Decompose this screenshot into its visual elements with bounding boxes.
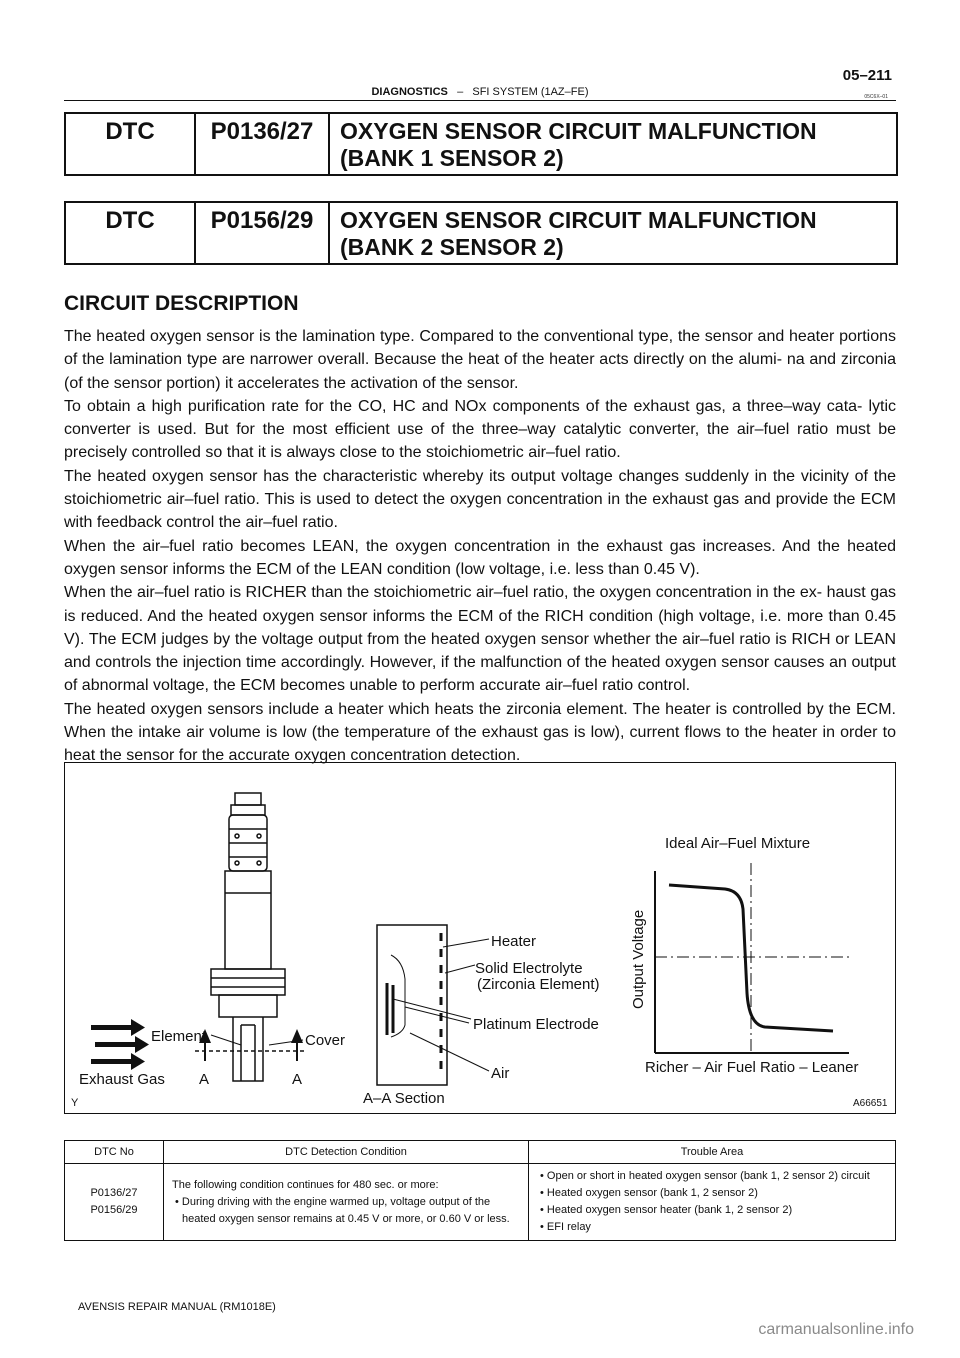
trouble-area-cell	[529, 1164, 896, 1241]
dtc-no: P0136/27	[90, 1187, 138, 1199]
trouble-area-item: • Heated oxygen sensor heater (bank 1, 2 sensor 2)	[540, 1204, 793, 1216]
page-number: 05–211	[842, 67, 892, 84]
dtc-no-cell	[65, 1164, 164, 1241]
a-right-label: A	[292, 1071, 303, 1088]
condition-item: • During driving with the engine warmed up, voltage output of the heated oxygen sensor remains at 0.45 V or more, or 0.60 V or less.	[175, 1195, 510, 1225]
dtc-code: P0136/27	[196, 114, 330, 174]
dtc-label: DTC	[66, 203, 196, 263]
header-rule	[64, 100, 896, 101]
table-row	[65, 1164, 896, 1241]
header-section: DIAGNOSTICS	[371, 86, 448, 98]
sensor-diagram	[65, 763, 895, 1113]
description-body	[64, 325, 896, 768]
doc-code: 05C6X–01	[864, 94, 888, 100]
trouble-area-item: • Heated oxygen sensor (bank 1, 2 sensor 2)	[540, 1187, 758, 1199]
element-label: Element	[151, 1028, 207, 1045]
ideal-mixture-label: Ideal Air–Fuel Mixture	[665, 835, 811, 852]
watermark: carmanualsonline.info	[758, 1321, 914, 1338]
output-voltage-label: Output Voltage	[630, 909, 647, 1009]
dtc-title-line2: (BANK 1 SENSOR 2)	[340, 145, 564, 171]
exhaust-arrows	[91, 1019, 149, 1070]
exhaust-gas-label: Exhaust Gas	[79, 1071, 165, 1088]
heater-label: Heater	[491, 933, 537, 950]
cover-label: Cover	[305, 1032, 346, 1049]
a-left-label: A	[199, 1071, 210, 1088]
header-dash: –	[457, 86, 464, 98]
column-header: DTC Detection Condition	[164, 1141, 529, 1164]
zirconia-label: (Zirconia Element)	[477, 976, 600, 993]
paragraph: When the air–fuel ratio becomes LEAN, the oxygen concentration in the exhaust gas increases. And the heated oxygen sensor informs the ECM of the LEAN condition (low voltage, i.e. less than 0.45 V).	[64, 537, 896, 578]
dtc-code: P0156/29	[196, 203, 330, 263]
figure-id: A66651	[853, 1098, 888, 1109]
section-caption: A–A Section	[363, 1090, 445, 1107]
column-header: DTC No	[65, 1141, 164, 1164]
condition-intro: The following condition continues for 480 sec. or more:	[172, 1178, 439, 1191]
output-voltage-graph	[655, 863, 849, 1053]
dtc-title	[330, 114, 896, 174]
paragraph: The heated oxygen sensor is the lamination type. Compared to the conventional type, the sensor and heater portions of the lamination type are narrower overall. Because the heat of the heater acts directly on the alumi- na and zirconia (of the sensor portion) it accelerates the activation of the sensor.	[64, 328, 896, 392]
platinum-electrode-label: Platinum Electrode	[473, 1016, 599, 1033]
section-arrows	[199, 1029, 303, 1061]
dtc-title-line1: OXYGEN SENSOR CIRCUIT MALFUNCTION	[340, 118, 817, 144]
paragraph: To obtain a high purification rate for the CO, HC and NOx components of the exhaust gas, a three–way cata- lytic converter is used. But for the most efficient use of the three–way catalytic converter, the air–fuel ratio must be precisely controlled so that it is always close to the stoichiometric air–fuel ratio.	[64, 397, 896, 462]
x-axis-label: Richer – Air Fuel Ratio – Leaner	[645, 1059, 859, 1076]
dtc-title-box-2	[64, 201, 898, 265]
y-mark: Y	[71, 1097, 79, 1109]
dtc-title-line1: OXYGEN SENSOR CIRCUIT MALFUNCTION	[340, 207, 817, 233]
oxygen-sensor-drawing	[195, 793, 305, 1081]
air-label: Air	[491, 1065, 510, 1082]
paragraph: The heated oxygen sensors include a heater which heats the zirconia element. The heater is controlled by the ECM. When the intake air volume is low (the temperature of the exhaust gas is low), current flows to the heater in order to heat the sensor for the accurate oxygen concentration detection.	[64, 700, 896, 765]
dtc-label: DTC	[66, 114, 196, 174]
dtc-no: P0156/29	[90, 1204, 138, 1216]
solid-electrolyte-label: Solid Electrolyte	[475, 960, 583, 977]
sensor-figure	[64, 762, 896, 1114]
column-header: Trouble Area	[529, 1141, 896, 1164]
paragraph: The heated oxygen sensor has the characteristic whereby its output voltage changes suddenly in the vicinity of the stoichiometric air–fuel ratio. This is used to detect the oxygen concentration in the exhaust gas and provide the ECM with feedback control the air–fuel ratio.	[64, 467, 896, 532]
manual-footer: AVENSIS REPAIR MANUAL (RM1018E)	[78, 1301, 276, 1313]
detection-condition-cell	[164, 1164, 529, 1241]
trouble-area-item: • EFI relay	[540, 1221, 591, 1233]
trouble-area-item: • Open or short in heated oxygen sensor (bank 1, 2 sensor 2) circuit	[540, 1170, 870, 1182]
aa-section-drawing	[377, 925, 447, 1085]
paragraph: When the air–fuel ratio is RICHER than the stoichiometric air–fuel ratio, the oxygen concentration in the ex- haust gas is reduced. And the heated oxygen sensor informs the ECM of the RICH condition (high voltage, i.e. more than 0.45 V). The ECM judges by the voltage output from the heated oxygen sensor whether the air–fuel ratio is RICH or LEAN and controls the injection time accordingly. However, if the malfunction of the heated oxygen sensor causes an output of abnormal voltage, the ECM becomes unable to perform accurate air–fuel ratio control.	[64, 584, 896, 695]
dtc-title-line2: (BANK 2 SENSOR 2)	[340, 234, 564, 260]
running-header	[0, 86, 960, 98]
table-header-row	[65, 1141, 896, 1164]
dtc-title-box-1	[64, 112, 898, 176]
section-heading: CIRCUIT DESCRIPTION	[64, 292, 299, 315]
header-subsection: SFI SYSTEM (1AZ–FE)	[472, 86, 589, 98]
dtc-title	[330, 203, 896, 263]
dtc-table	[64, 1140, 896, 1241]
